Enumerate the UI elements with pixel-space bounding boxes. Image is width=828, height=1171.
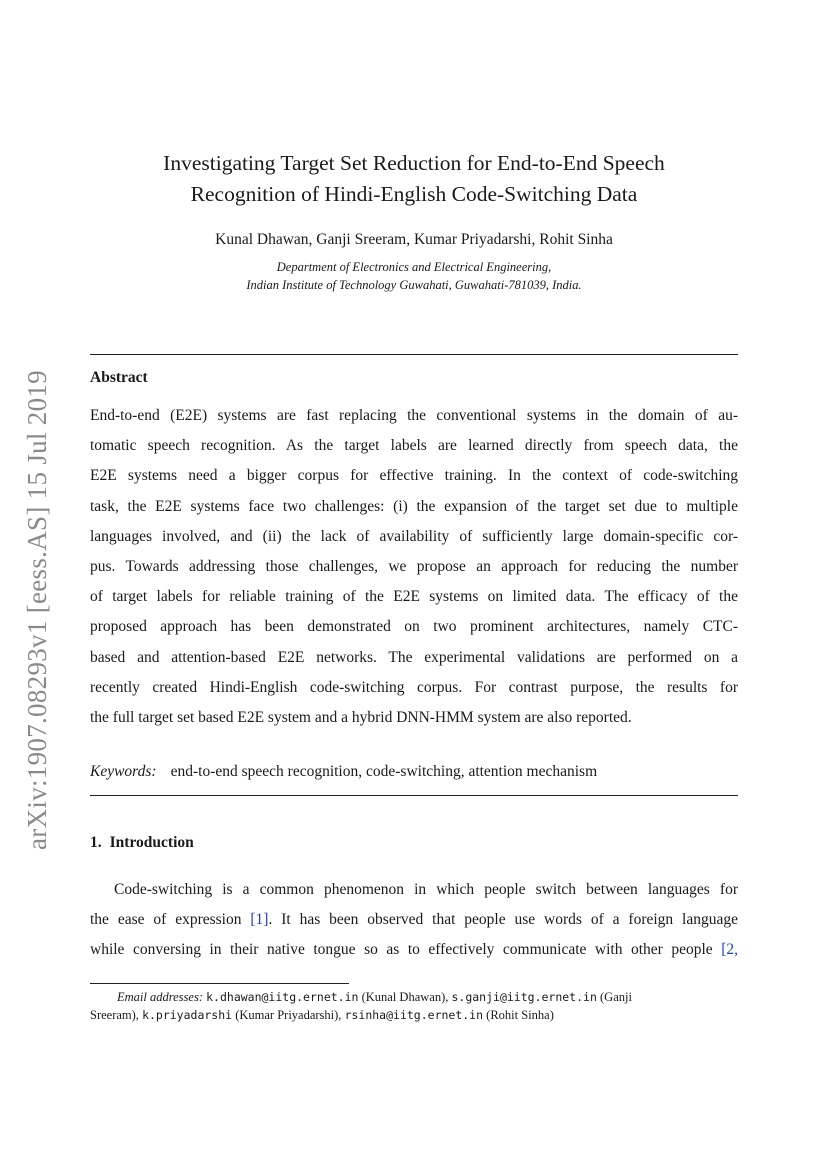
footnote-label: Email addresses: bbox=[117, 990, 203, 1004]
keywords-label: Keywords: bbox=[90, 763, 157, 780]
author-list: Kunal Dhawan, Ganji Sreeram, Kumar Priyadarshi, Rohit Sinha bbox=[215, 231, 613, 248]
intro-line bbox=[90, 935, 738, 965]
abstract-line: proposed approach has been demonstrated on two prominent architectures, namely CTC- bbox=[90, 618, 738, 636]
section-title: Introduction bbox=[109, 834, 194, 851]
abstract-line: E2E systems need a bigger corpus for effective training. In the context of code-switching bbox=[90, 467, 738, 485]
abstract-heading: Abstract bbox=[90, 369, 148, 386]
author-name: Sreeram), bbox=[90, 1008, 143, 1022]
intro-text-fragment: . It has been observed that people use words of a foreign language bbox=[268, 911, 738, 929]
affiliation-line-1: Department of Electronics and Electrical Engineering, bbox=[276, 260, 552, 274]
affiliation-line-2: Indian Institute of Technology Guwahati, Guwahati-781039, India. bbox=[246, 278, 582, 292]
email-address: rsinha@iitg.ernet.in bbox=[344, 1008, 484, 1022]
abstract-line: recently created Hindi-English code-switching corpus. For contrast purpose, the results for bbox=[90, 678, 738, 696]
abstract-line: of target labels for reliable training of the E2E systems on limited data. The efficacy of the bbox=[90, 588, 738, 606]
intro-line bbox=[90, 905, 738, 935]
intro-line: Code-switching is a common phenomenon in which people switch between languages for bbox=[114, 881, 738, 898]
abstract-top-rule bbox=[90, 354, 738, 355]
keywords-line bbox=[90, 763, 597, 781]
intro-text-fragment: the ease of expression bbox=[90, 911, 251, 929]
intro-text-fragment: while conversing in their native tongue so as to effectively communicate with other people bbox=[90, 941, 722, 959]
title-line-2: Recognition of Hindi-English Code-Switching Data bbox=[190, 182, 638, 206]
citation-link-2[interactable]: [2, bbox=[721, 941, 738, 959]
abstract-line: based and attention-based E2E networks. The experimental validations are performed on a bbox=[90, 648, 738, 666]
footnote-line bbox=[90, 1006, 738, 1024]
email-address: s.ganji@iitg.ernet.in bbox=[451, 990, 597, 1004]
abstract-line: languages involved, and (ii) the lack of availability of sufficiently large domain-specific cor- bbox=[90, 527, 738, 545]
footnote-email-addresses bbox=[90, 988, 738, 1024]
keywords-text: end-to-end speech recognition, code-switching, attention mechanism bbox=[170, 763, 598, 780]
title-line-1: Investigating Target Set Reduction for End-to-End Speech bbox=[163, 151, 665, 175]
email-address: k.dhawan@iitg.ernet.in bbox=[206, 990, 359, 1004]
abstract-line: task, the E2E systems face two challenges: (i) the expansion of the target set due to multiple bbox=[90, 497, 738, 515]
paper-title bbox=[90, 148, 738, 210]
author-name: (Rohit Sinha) bbox=[483, 1008, 554, 1022]
arxiv-identifier-stamp: arXiv:1907.08293v1 [eess.AS] 15 Jul 2019 bbox=[22, 370, 52, 850]
affiliation bbox=[90, 258, 738, 294]
author-name: (Ganji bbox=[596, 990, 632, 1004]
email-address: k.priyadarshi bbox=[142, 1008, 233, 1022]
author-name: (Kunal Dhawan), bbox=[358, 990, 452, 1004]
abstract-bottom-rule bbox=[90, 795, 738, 796]
introduction-text bbox=[90, 875, 738, 966]
author-name: (Kumar Priyadarshi), bbox=[232, 1008, 345, 1022]
abstract-line: End-to-end (E2E) systems are fast replacing the conventional systems in the domain of au- bbox=[90, 407, 738, 424]
footnote-line bbox=[90, 988, 738, 1006]
citation-link-1[interactable]: [1] bbox=[250, 911, 269, 929]
abstract-line: the full target set based E2E system and a hybrid DNN-HMM system are also reported. bbox=[90, 709, 632, 727]
abstract-line: pus. Towards addressing those challenges, we propose an approach for reducing the number bbox=[90, 558, 738, 576]
section-heading-introduction bbox=[90, 834, 194, 852]
section-number: 1. bbox=[90, 834, 102, 851]
abstract-text bbox=[90, 401, 738, 733]
abstract-line: tomatic speech recognition. As the target labels are learned directly from speech data, the bbox=[90, 437, 738, 455]
footnote-rule bbox=[90, 983, 349, 984]
